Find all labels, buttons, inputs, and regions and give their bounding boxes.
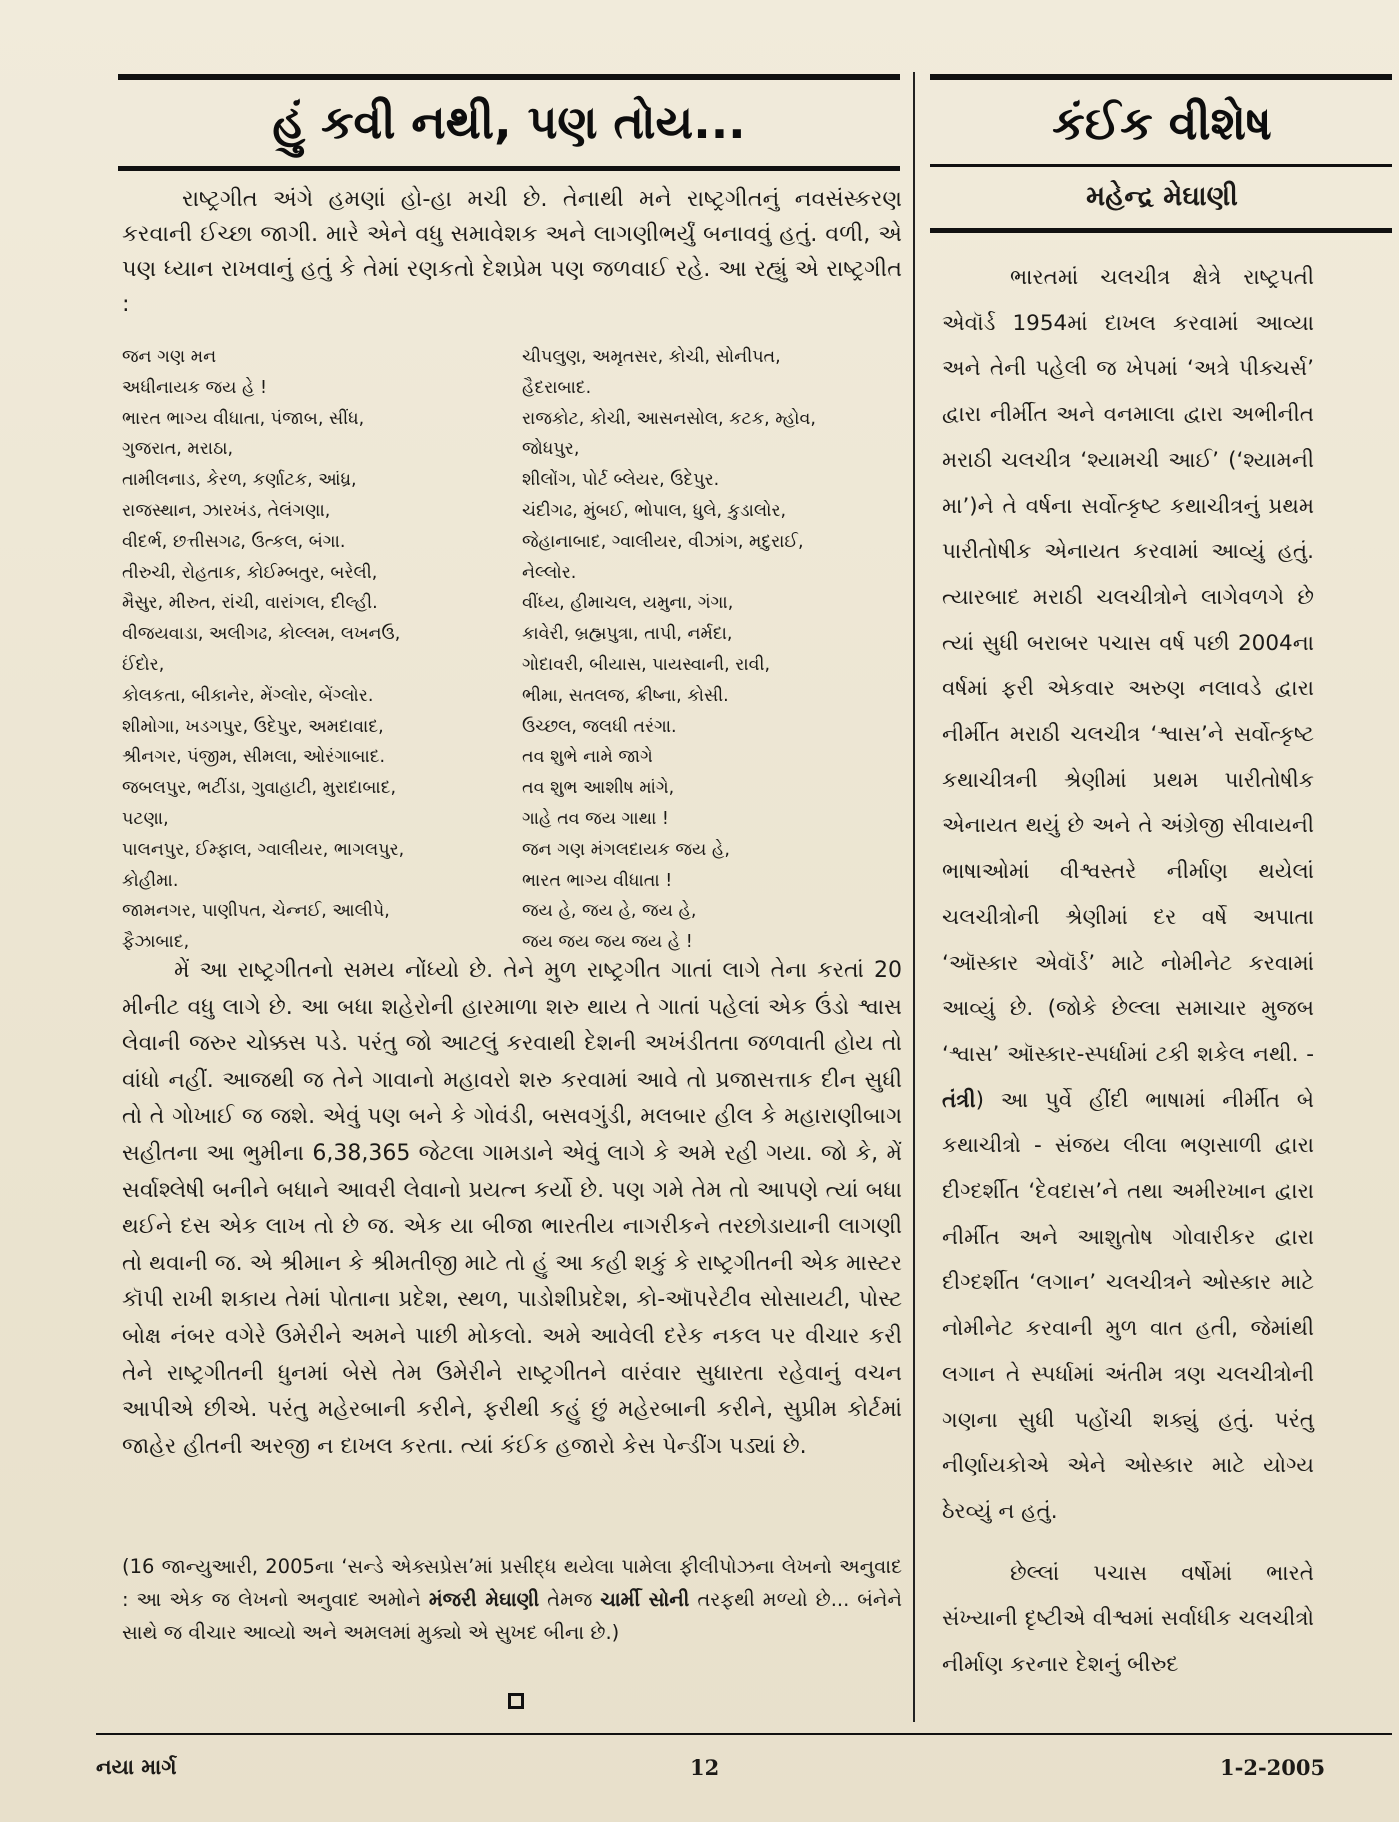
article-end-mark (508, 1693, 524, 1709)
anthem-col1-line: ગુજરાત, મરાઠા, (122, 439, 234, 460)
right-paragraph-2: છેલ્લાં પચાસ વર્ષોમાં ભારતે સંખ્યાની દૃષ્ટીએ વીશ્વમાં સર્વાધીક ચલચીત્રો નીર્માણ કરનાર દેશનું બીરુદ (942, 1560, 1314, 1678)
anthem-col2-line: જન ગણ મંગલદાયક જય હે, (522, 839, 730, 860)
note-name-2: ચાર્મી સોની (600, 1588, 690, 1611)
anthem-col2-line: રાજકોટ, કોચી, આસનસોલ, કટક, મ્હોવ, (522, 408, 816, 429)
anthem-col1-line: પાલનપુર, ઈમ્ફાલ, ગ્વાલીયર, ભાગલપુર, (122, 839, 405, 860)
anthem-col1-line: ભારત ભાગ્ય વીધાતા, પંજાબ, સીંધ, (122, 408, 365, 429)
left-article-body (122, 953, 902, 1465)
anthem-col2-line: ચીપલુણ, અમૃતસર, કોચી, સોનીપત, (522, 347, 781, 367)
anthem-col1-line: વીદર્ભ, છત્તીસગઢ, ઉત્કલ, બંગા. (122, 531, 346, 552)
anthem-col2-line: ચંદીગઢ, મુંબઈ, ભોપાલ, ધુલે, કુડાલોર, (522, 500, 787, 521)
anthem-col2-line: કાવેરી, બ્રહ્મપુત્રા, તાપી, નર્મદા, (522, 624, 733, 645)
anthem-column-2 (522, 342, 902, 958)
anthem-col1-line: કોહીમા. (122, 870, 179, 891)
anthem-col2-line: ગોદાવરી, બીયાસ, પાયસ્વાની, રાવી, (522, 654, 771, 675)
note-text-2: તેમજ (539, 1588, 601, 1611)
right-title-top-rule (930, 74, 1392, 80)
anthem-col1-line: મૈસુર, મીરુત, રાંચી, વારાંગલ, દીલ્હી. (122, 593, 378, 614)
footer-rule (96, 1733, 1392, 1735)
anthem-col2-line: જોધપુર, (522, 439, 580, 460)
anthem-col1-line: શીમોગા, ખડગપુર, ઉદેપુર, અમદાવાદ, (122, 716, 384, 737)
anthem-col1-line: કોલકતા, બીકાનેર, મેંગ્લોર, બેંગ્લોર. (122, 685, 374, 706)
right-article-body (942, 255, 1314, 1688)
note-text-1: (16 જાન્યુઆરી, 2005ના ‘સન્ડે એક્સપ્રેસ’માં પ્રસીદ્ધ થયેલા પામેલા ફીલીપોઝના લેખનો અનુવાદ : આ એક જ લેખનો અનુવાદ અમોને (122, 1555, 902, 1611)
anthem-col1-line: ફૈઝાબાદ, (122, 932, 190, 953)
anthem-col2-line: તવ શુભ આશીષ માંગે, (522, 778, 675, 799)
left-article-title: હું કવી નથી, પણ તોય... (272, 95, 746, 149)
anthem-col1-line: પટણા, (122, 808, 169, 829)
anthem-col2-line: ઉચ્છલ, જલધી તરંગા. (522, 716, 677, 737)
anthem-col2-line: જય જય જય જય હે ! (522, 932, 693, 953)
editor-label: તંત્રી (942, 1087, 976, 1113)
anthem-col1-line: વીજયવાડા, અલીગઢ, કોલ્લમ, લખનઉ, (122, 624, 401, 645)
anthem-col1-line: તીરુચી, રોહતાક, કોઈમ્બતુર, બરેલી, (122, 562, 378, 583)
body-paragraph: મેં આ રાષ્ટ્રગીતનો સમય નોંધ્યો છે. તેને મુળ રાષ્ટ્રગીત ગાતાં લાગે તેના કરતાં 20 મીનીટ વધુ લાગે છે. આ બધા શહેરોની હારમાળા શરુ થાય તે ગાતાં પહેલાં એક ઉંડો શ્વાસ લેવાની જરુર ચોક્કસ પડે. પરંતુ જો આટલું કરવાથી દેશની અખંડીતતા જળવાતી હોય તો વાંધો નહીં. આજથી જ તેને ગાવાનો મહાવરો શરુ કરવામાં આવે તો પ્રજાસત્તાક દીન સુધી તો તે ગોખાઈ જ જશે. એવું પણ બને કે ગોવંડી, બસવગુંડી, મલબાર હીલ કે મહારાણીબાગ સહીતના આ ભુમીના 6,38,365 જેટલા ગામડાને એવું લાગે કે અમે રહી ગયા. જો કે, મેં સર્વાશ્લેષી બનીને બધાને આવરી લેવાનો પ્રયત્ન કર્યો છે. પણ ગમે તેમ તો આપણે ત્યાં બધા થઈને દસ એક લાખ તો છે જ. એક યા બીજા ભારતીય નાગરીકને તરછોડાયાની લાગણી તો થવાની જ. એ શ્રીમાન કે શ્રીમતીજી માટે તો હું આ કહી શકું કે રાષ્ટ્રગીતની એક માસ્ટર કૉપી રાખી શકાય તેમાં પોતાના પ્રદેશ, સ્થળ, પાડોશીપ્રદેશ, કો-ઑપરેટીવ સોસાયટી, પોસ્ટ બોક્ષ નંબર વગેરે ઉમેરીને અમને પાછી મોકલો. અમે આવેલી દરેક નકલ પર વીચાર કરી તેને રાષ્ટ્રગીતની ધુનમાં બેસે તેમ ઉમેરીને રાષ્ટ્રગીતને વારંવાર સુધારતા રહેવાનું વચન આપીએ છીએ. પરંતુ મહેરબાની કરીને, ફરીથી કહું છું મહેરબાની કરીને, સુપ્રીમ કોર્ટમાં જાહેર હીતની અરજી ન દાખલ કરતા. ત્યાં કંઈક હજારો કેસ પેન્ડીંગ પડ્યાં છે. (122, 958, 902, 1459)
anthem-col2-line: તવ શુભે નામે જાગે (522, 747, 653, 768)
right-article-title: કંઈક વીશેષ (1052, 96, 1272, 150)
anthem-column-1 (122, 342, 512, 958)
anthem-col2-line: ગાહે તવ જય ગાથા ! (522, 808, 669, 829)
anthem-col2-line: જય હે, જય હે, જય હે, (522, 901, 697, 922)
anthem-col1-line: શ્રીનગર, પંજીમ, સીમલા, ઓરંગાબાદ. (122, 747, 386, 768)
issue-date: 1-2-2005 (1220, 1755, 1326, 1780)
left-article-intro (122, 182, 902, 322)
intro-paragraph: રાષ્ટ્રગીત અંગે હમણાં હો-હા મચી છે. તેનાથી મને રાષ્ટ્રગીતનું નવસંસ્કરણ કરવાની ઈચ્છા જાગી. મારે એને વધુ સમાવેશક અને લાગણીભર્યું બનાવવું હતું. વળી, એ પણ ધ્યાન રાખવાનું હતું કે તેમાં રણકતો દેશપ્રેમ પણ જળવાઈ રહે. આ રહ્યું એ રાષ્ટ્રગીત : (122, 186, 902, 317)
magazine-name: નયા માર્ગ (96, 1755, 177, 1779)
right-para1-text-a: ભારતમાં ચલચીત્ર ક્ષેત્રે રાષ્ટ્રપતી એવૉર્ડ 1954માં દાખલ કરવામાં આવ્યા અને તેની પહેલી જ ખેપમાં ‘અત્રે પીક્ચર્સ’ દ્વારા નીર્મીત અને વનમાલા દ્વારા અભીનીત મરાઠી ચલચીત્ર ‘શ્યામચી આઈ’ (‘શ્યામની મા’)ને તે વર્ષના સર્વોત્કૃષ્ટ કથાચીત્રનું પ્રથમ પારીતોષીક એનાયત કરવામાં આવ્યું હતું. ત્યારબાદ મરાઠી ચલચીત્રોને લાગેવળગે છે ત્યાં સુધી બરાબર પચાસ વર્ષ પછી 2004ના વર્ષમાં ફરી એકવાર અરુણ નલાવડે દ્વારા નીર્મીત મરાઠી ચલચીત્ર ‘શ્વાસ’ને સર્વોત્કૃષ્ટ કથાચીત્રની શ્રેણીમાં પ્રથમ પારીતોષીક એનાયત થયું છે અને તે અંગ્રેજી સીવાયની ભાષાઓમાં વીશ્વસ્તરે નીર્માણ થયેલાં ચલચીત્રોની શ્રેણીમાં દર વર્ષે અપાતા ‘ઑસ્કાર એવૉર્ડ’ માટે નોમીનેટ કરવામાં આવ્યું છે. (જોકે છેલ્લા સમાચાર મુજબ ‘શ્વાસ’ ઑસ્કાર-સ્પર્ધામાં ટકી શકેલ નથી. - (942, 265, 1314, 1067)
column-separator (913, 72, 915, 1722)
anthem-col1-line: જન ગણ મન (122, 347, 217, 367)
anthem-col2-line: વીંધ્ય, હીમાચલ, યમુના, ગંગા, (522, 593, 734, 614)
right-para1-text-b: ) આ પુર્વે હીંદી ભાષામાં નીર્મીત બે કથાચીત્રો - સંજય લીલા ભણસાળી દ્વારા દીગ્દર્શીત ‘દેવદાસ’ને તથા અમીરખાન દ્વારા નીર્મીત અને આશુતોષ ગોવારીકર દ્વારા દીગ્દર્શીત ‘લગાન’ ચલચીત્રને ઓસ્કાર માટે નોમીનેટ કરવાની મુળ વાત હતી, જેમાંથી લગાન તે સ્પર્ધામાં અંતીમ ત્રણ ચલચીત્રોની ગણના સુધી પહોંચી શક્યું હતું. પરંતુ નીર્ણાયકોએ એને ઓસ્કાર માટે યોગ્ય ઠેરવ્યું ન હતું. (942, 1087, 1314, 1524)
anthem-col2-line: ભારત ભાગ્ય વીધાતા ! (522, 870, 673, 891)
anthem-col1-line: જબલપુર, ભટીંડા, ગુવાહાટી, મુરાદાબાદ, (122, 778, 397, 799)
page-number: 12 (690, 1755, 720, 1780)
right-paragraph-1 (942, 255, 1314, 1535)
translation-note (122, 1550, 902, 1649)
anthem-col1-line: જામનગર, પાણીપત, ચેન્નઈ, આલીપે, (122, 901, 390, 922)
author-bottom-rule (930, 228, 1392, 233)
author-name: મહેન્દ્ર મેઘાણી (1086, 181, 1238, 212)
anthem-col1-line: અધીનાયક જય હે ! (122, 377, 268, 398)
anthem-col2-line: ભીમા, સતલજ, ક્રીષ્ના, કોસી. (522, 685, 729, 706)
anthem-col1-line: તામીલનાડ, કેરળ, કર્ણાટક, આંધ્ર, (122, 470, 357, 491)
anthem-col2-line: નેલ્લોર. (522, 562, 577, 583)
anthem-col1-line: ઈંદોર, (122, 654, 165, 675)
anthem-col2-line: હૈદરાબાદ. (522, 377, 592, 398)
anthem-col1-line: રાજસ્થાન, ઝારખંડ, તેલંગણા, (122, 500, 331, 521)
anthem-col2-line: શીલોંગ, પોર્ટ બ્લેયર, ઉદેપુર. (522, 470, 720, 491)
note-name-1: મંજરી મેઘાણી (428, 1588, 540, 1611)
right-title-bottom-rule (930, 164, 1392, 167)
anthem-col2-line: જેહાનાબાદ, ગ્વાલીયર, વીઝાંગ, મદુરાઈ, (522, 531, 804, 552)
note-text-3: તરફથી મળ્યો છે... બંનેને સાથે જ વીચાર આવ્યો અને અમલમાં મુક્યો એ સુખદ બીના છે.) (122, 1588, 902, 1644)
